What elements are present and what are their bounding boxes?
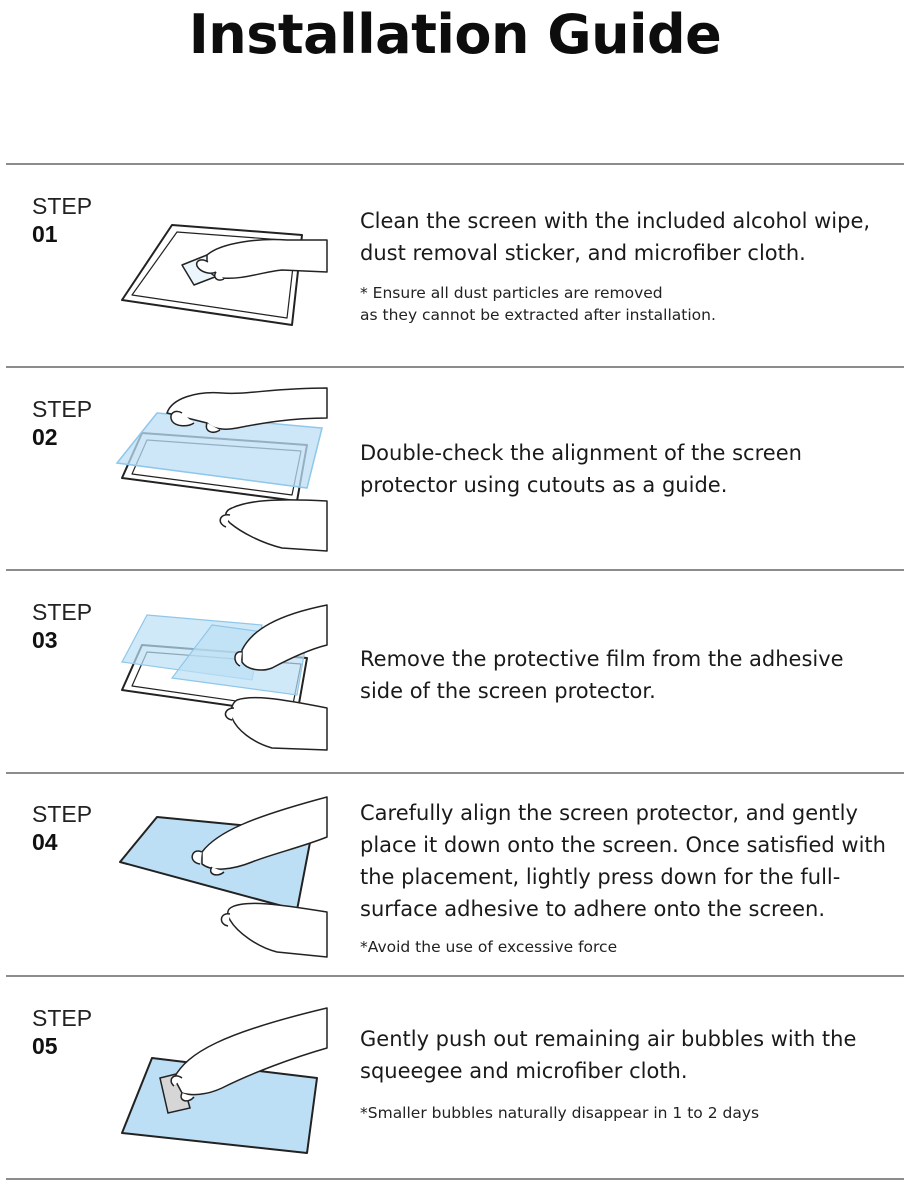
step-word: STEP — [32, 396, 93, 422]
step-note: *Smaller bubbles naturally disappear in 1 to 2 days — [360, 1104, 760, 1122]
step-description: Clean the screen with the included alcohol wipe, dust removal sticker, and microfiber cloth. — [360, 209, 871, 265]
step-number: 03 — [32, 627, 58, 653]
step-description: Carefully align the screen protector, and gently place it down onto the screen. Once satisfied with the placement, lightly press down for the full-surface adhesive to adhere onto the screen. — [360, 801, 886, 921]
step-label — [32, 800, 92, 856]
step-note: * Ensure all dust particles are removed as they cannot be extracted after installation. — [360, 284, 716, 324]
page-title: Installation Guide — [188, 3, 722, 66]
divider — [6, 772, 904, 774]
peel-film-icon — [112, 590, 332, 765]
step-word: STEP — [32, 1005, 93, 1031]
step-description: Double-check the alignment of the screen protector using cutouts as a guide. — [360, 441, 802, 497]
step-word: STEP — [32, 193, 93, 219]
step-description: Remove the protective film from the adhesive side of the screen protector. — [360, 647, 844, 703]
divider — [6, 975, 904, 977]
divider — [6, 1178, 904, 1180]
step-label — [32, 192, 92, 248]
cleaning-wipe-icon — [112, 180, 332, 355]
step-description: Gently push out remaining air bubbles with the squeegee and microfiber cloth. — [360, 1027, 857, 1083]
divider — [6, 163, 904, 165]
step-number: 02 — [32, 424, 58, 450]
step-word: STEP — [32, 801, 93, 827]
press-protector-icon — [112, 792, 332, 967]
squeegee-icon — [112, 998, 332, 1173]
step-note: *Avoid the use of excessive force — [360, 938, 618, 956]
step-word: STEP — [32, 599, 93, 625]
align-protector-icon — [112, 383, 332, 558]
step-number: 05 — [32, 1033, 58, 1059]
step-label — [32, 598, 92, 654]
step-label — [32, 1004, 92, 1060]
step-number: 04 — [32, 829, 58, 855]
step-number: 01 — [32, 221, 58, 247]
divider — [6, 569, 904, 571]
divider — [6, 366, 904, 368]
step-label — [32, 395, 92, 451]
